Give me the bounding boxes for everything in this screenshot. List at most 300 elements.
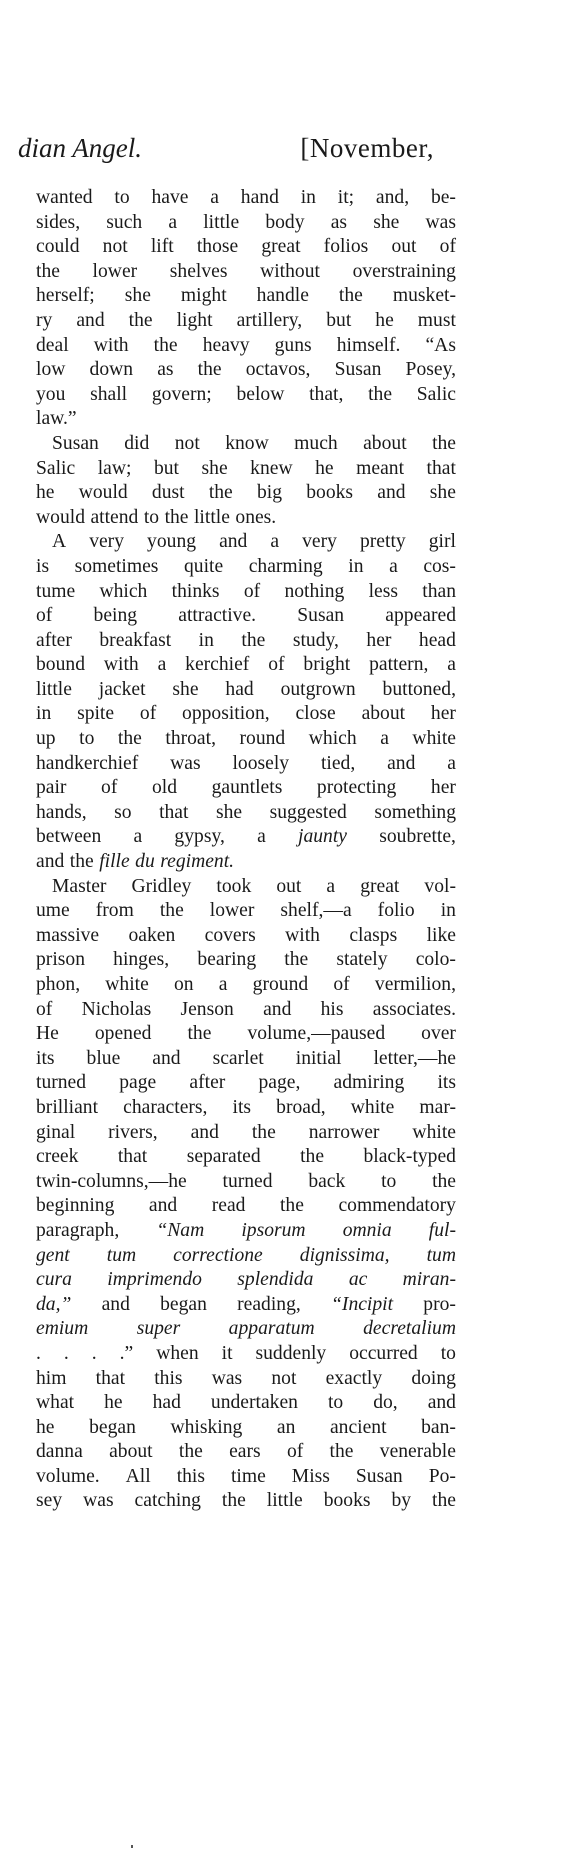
word: very xyxy=(302,531,337,553)
word: vol- xyxy=(424,875,456,897)
word: cos- xyxy=(423,555,456,577)
word: in xyxy=(300,187,316,208)
text-line xyxy=(36,1096,456,1121)
word: overstraining xyxy=(352,260,456,282)
word: Gridley xyxy=(131,875,192,897)
text-line xyxy=(36,1047,456,1072)
word: separated xyxy=(186,1146,261,1168)
text-line xyxy=(36,383,456,408)
word: “As xyxy=(425,334,456,356)
word: “Nam xyxy=(156,1219,205,1241)
word: the xyxy=(208,482,233,504)
word: dust xyxy=(151,482,185,504)
word: to xyxy=(381,1170,397,1192)
word: she xyxy=(124,285,151,307)
word: would xyxy=(36,506,85,528)
word: sometimes xyxy=(74,555,159,577)
word: ful- xyxy=(428,1219,456,1241)
word: took xyxy=(216,875,252,897)
word: bright xyxy=(303,654,351,676)
word: emium xyxy=(36,1318,89,1340)
word: she xyxy=(172,678,199,700)
word: musket- xyxy=(392,285,456,307)
word: about xyxy=(109,1441,153,1463)
word: to xyxy=(143,506,160,528)
word: this xyxy=(154,1367,183,1389)
word: suddenly xyxy=(255,1342,327,1364)
word: know xyxy=(225,432,269,454)
word: deal xyxy=(36,334,69,356)
word: protecting xyxy=(316,777,397,799)
word: which xyxy=(99,580,148,602)
word: her xyxy=(430,703,456,725)
word: of xyxy=(36,605,53,627)
word: dignissima, xyxy=(299,1244,390,1266)
word: a xyxy=(389,555,398,577)
word: something xyxy=(374,801,456,823)
word: . xyxy=(63,1342,69,1364)
word: the xyxy=(279,1195,304,1217)
word: that, xyxy=(309,383,344,405)
word: hinges, xyxy=(113,949,170,971)
word: was xyxy=(425,211,456,233)
word: that xyxy=(95,1367,126,1389)
word: he xyxy=(36,482,55,504)
word: the xyxy=(432,1170,456,1192)
word: but xyxy=(153,457,179,479)
word: attractive. xyxy=(178,605,257,627)
word: very xyxy=(89,531,125,553)
word: as xyxy=(157,359,174,381)
word: gent xyxy=(36,1244,70,1266)
word: the xyxy=(329,1441,354,1463)
text-line xyxy=(36,481,456,506)
word: ume xyxy=(36,900,70,922)
word: and xyxy=(101,1293,130,1315)
text-line xyxy=(36,506,456,531)
word: Salic xyxy=(36,457,76,479)
word: and xyxy=(152,1047,181,1069)
word: narrower xyxy=(308,1121,380,1143)
word: head xyxy=(418,629,456,651)
word: mar- xyxy=(419,1096,456,1118)
text-line xyxy=(36,186,456,211)
word: gypsy, xyxy=(174,826,225,848)
word: himself. xyxy=(336,334,401,356)
word: massive xyxy=(36,924,100,946)
text-line xyxy=(36,1317,456,1342)
word: ipsorum xyxy=(241,1219,306,1241)
word: broad, xyxy=(276,1096,326,1118)
word: in xyxy=(348,555,364,577)
word: to xyxy=(114,187,130,208)
word: outgrown xyxy=(280,678,356,700)
word: Salic xyxy=(416,383,456,405)
text-line xyxy=(36,1022,456,1047)
word: this xyxy=(176,1465,205,1487)
word: began xyxy=(160,1293,207,1315)
text-line xyxy=(36,1121,456,1146)
word: out xyxy=(276,875,302,897)
text-line xyxy=(36,457,456,482)
text-line xyxy=(36,334,456,359)
word: of xyxy=(139,703,157,725)
word: by xyxy=(391,1490,412,1512)
word: the xyxy=(338,285,363,307)
text-line xyxy=(36,678,456,703)
word: white xyxy=(350,1096,395,1118)
word: page, xyxy=(258,1072,301,1094)
text-line xyxy=(36,998,456,1023)
word: . xyxy=(91,1342,97,1364)
word: and, xyxy=(375,187,410,208)
word: a xyxy=(326,875,336,897)
word: it xyxy=(221,1342,233,1364)
word: .” xyxy=(119,1342,134,1364)
text-line xyxy=(36,702,456,727)
word: hand xyxy=(240,187,279,208)
word: and xyxy=(190,1121,219,1143)
word: after xyxy=(36,629,72,651)
word: heavy xyxy=(202,334,250,356)
word: a xyxy=(270,531,280,553)
word: shall xyxy=(90,383,128,405)
text-line xyxy=(36,899,456,924)
word: a xyxy=(210,187,219,208)
word: beginning xyxy=(36,1195,115,1217)
word: decretalium xyxy=(363,1318,456,1340)
word: old xyxy=(151,777,177,799)
word: volume,—paused xyxy=(247,1023,386,1045)
word: body xyxy=(265,211,305,233)
word: the xyxy=(197,359,222,381)
word: twin-columns,—he xyxy=(36,1170,187,1192)
word: undertaken xyxy=(210,1392,298,1414)
word: the xyxy=(128,309,153,331)
word: on xyxy=(174,974,194,995)
text-line xyxy=(36,1170,456,1195)
word: tume xyxy=(36,580,76,602)
word: the xyxy=(432,1490,456,1512)
word: white xyxy=(105,974,149,995)
word: not xyxy=(271,1367,297,1389)
word: its xyxy=(232,1096,252,1118)
word: its xyxy=(36,1047,55,1069)
word: she xyxy=(215,801,243,823)
word: charming xyxy=(248,555,323,577)
word: tum xyxy=(106,1244,137,1266)
word: as xyxy=(330,211,348,233)
text-line xyxy=(36,1440,456,1465)
word: that xyxy=(159,801,189,823)
word: ancient xyxy=(329,1416,387,1438)
word: time xyxy=(230,1465,266,1487)
word: after xyxy=(189,1072,226,1094)
ink-speck xyxy=(131,1845,133,1848)
word: a xyxy=(133,826,143,848)
text-line xyxy=(36,653,456,678)
word: with xyxy=(93,334,129,356)
text-line xyxy=(36,948,456,973)
word: danna xyxy=(36,1441,83,1463)
word: big xyxy=(256,482,283,504)
word: whisking xyxy=(170,1416,243,1438)
word: little xyxy=(266,1490,303,1512)
word: a xyxy=(257,826,266,848)
word: bound xyxy=(36,654,85,676)
word: about xyxy=(361,703,406,725)
text-line xyxy=(36,260,456,285)
word: the xyxy=(178,1441,203,1463)
word: Po- xyxy=(428,1465,456,1487)
word: with xyxy=(103,654,139,676)
word: buttoned, xyxy=(382,678,456,700)
running-head-title: dian Angel. xyxy=(18,133,142,163)
text-line xyxy=(36,1416,456,1441)
word: law.” xyxy=(36,408,77,430)
word: up xyxy=(36,728,56,750)
text-line xyxy=(36,1071,456,1096)
word: kerchief xyxy=(185,654,250,676)
text-line xyxy=(36,1268,456,1293)
word: ears xyxy=(229,1441,261,1463)
word: knew xyxy=(250,457,293,479)
word: little xyxy=(203,211,240,233)
text-line xyxy=(36,1465,456,1490)
word: great xyxy=(360,875,400,897)
word: being xyxy=(93,605,138,627)
word: might xyxy=(180,285,227,307)
word: that xyxy=(426,457,456,479)
word: quite xyxy=(183,555,224,577)
word: Susan xyxy=(355,1465,403,1487)
word: ac xyxy=(348,1269,368,1291)
word: in xyxy=(440,900,456,922)
word: books xyxy=(306,482,354,504)
word: law; xyxy=(97,457,132,479)
text-line xyxy=(36,973,456,998)
word: was xyxy=(211,1367,243,1389)
word: throat, xyxy=(165,728,216,750)
word: A xyxy=(52,531,67,553)
word: and xyxy=(263,998,292,1020)
word: he xyxy=(104,1392,123,1414)
word: brilliant xyxy=(36,1096,99,1118)
word: of xyxy=(268,654,285,676)
word: back xyxy=(308,1170,346,1192)
word: not xyxy=(102,236,128,258)
word: du xyxy=(135,851,155,873)
word: lower xyxy=(209,900,255,922)
word: you xyxy=(36,383,66,405)
word: her xyxy=(366,629,392,651)
word: pattern, xyxy=(369,654,429,676)
word: characters, xyxy=(123,1096,208,1118)
word: Susan xyxy=(297,605,345,627)
word: associates. xyxy=(372,998,456,1020)
word: out xyxy=(391,236,417,258)
word: artillery, xyxy=(236,309,303,331)
word: govern; xyxy=(151,383,212,405)
word: letter,—he xyxy=(373,1047,456,1069)
word: prison xyxy=(36,949,85,971)
text-line xyxy=(36,1219,456,1244)
word: and xyxy=(148,1195,178,1217)
word: the xyxy=(251,1121,276,1143)
word: sey xyxy=(36,1490,63,1512)
word: did xyxy=(124,432,150,454)
word: to xyxy=(440,1342,456,1364)
word: apparatum xyxy=(228,1318,315,1340)
text-line xyxy=(36,1244,456,1269)
word: study, xyxy=(292,629,339,651)
text-line xyxy=(36,1293,456,1318)
word: and xyxy=(76,309,105,331)
word: the xyxy=(153,334,178,356)
word: a xyxy=(447,654,456,676)
word: like xyxy=(426,924,456,946)
word: Posey, xyxy=(405,359,456,381)
word: lift xyxy=(150,236,174,258)
text-line xyxy=(36,555,456,580)
word: to xyxy=(79,728,95,750)
word: him xyxy=(36,1367,67,1389)
word: meant xyxy=(356,457,405,479)
word: commendatory xyxy=(338,1195,456,1217)
word: his xyxy=(320,998,344,1020)
word: Master xyxy=(52,875,107,897)
text-line xyxy=(36,235,456,260)
word: a xyxy=(157,654,167,676)
word: spite xyxy=(77,703,115,725)
word: ground xyxy=(252,974,309,995)
word: All xyxy=(125,1465,151,1487)
word: Miss xyxy=(291,1465,330,1487)
word: must xyxy=(417,309,456,331)
word: clasps xyxy=(349,924,398,946)
text-line xyxy=(36,530,456,555)
word: tied, xyxy=(320,752,356,774)
word: breakfast xyxy=(99,629,172,651)
word: that xyxy=(117,1146,148,1168)
word: wanted xyxy=(36,187,93,208)
word: handle xyxy=(256,285,309,307)
word: be- xyxy=(430,187,456,208)
word: the xyxy=(117,728,142,750)
word: correctione xyxy=(173,1244,263,1266)
word: doing xyxy=(411,1367,456,1389)
word: catching xyxy=(134,1490,201,1512)
text-line xyxy=(36,629,456,654)
text-line xyxy=(36,875,456,900)
word: round xyxy=(239,728,286,750)
text-line xyxy=(36,309,456,334)
text-line xyxy=(36,1145,456,1170)
word: he xyxy=(315,457,334,479)
word: a xyxy=(447,752,456,774)
word: da,” xyxy=(36,1293,72,1315)
word: ry xyxy=(36,309,53,331)
text-line xyxy=(36,1194,456,1219)
word: turned xyxy=(222,1170,273,1192)
word: it; xyxy=(337,187,355,208)
word: Susan xyxy=(52,432,99,454)
word: the xyxy=(36,260,60,282)
word: oaken xyxy=(128,924,176,946)
word: creek xyxy=(36,1146,79,1168)
word: began xyxy=(89,1416,136,1438)
word: over xyxy=(421,1023,456,1045)
word: so xyxy=(114,801,132,823)
word: splendida xyxy=(237,1269,314,1291)
word: Susan xyxy=(334,359,382,381)
word: loosely xyxy=(232,752,290,774)
word: black-typed xyxy=(363,1146,456,1168)
word: soubrette, xyxy=(379,826,456,848)
word: white xyxy=(412,1121,456,1143)
word: the xyxy=(164,506,189,528)
word: ones. xyxy=(235,506,277,528)
word: great xyxy=(261,236,301,258)
word: the xyxy=(432,432,456,454)
word: appeared xyxy=(385,605,456,627)
word: not xyxy=(174,432,200,454)
word: ginal xyxy=(36,1121,76,1143)
word: admiring xyxy=(333,1072,405,1094)
word: vermilion, xyxy=(374,974,456,995)
word: the xyxy=(368,383,393,405)
word: what xyxy=(36,1392,75,1414)
word: stately xyxy=(336,949,388,971)
text-line xyxy=(36,825,456,850)
word: shelves xyxy=(169,260,228,282)
word: had xyxy=(225,678,254,700)
word: and xyxy=(427,1392,456,1414)
word: was xyxy=(83,1490,114,1512)
word: “Incipit xyxy=(331,1293,394,1315)
word: pair xyxy=(36,777,67,799)
word: less xyxy=(368,580,398,602)
word: rivers, xyxy=(108,1121,158,1143)
word: the xyxy=(187,1023,212,1045)
word: tum xyxy=(426,1244,456,1266)
word: but xyxy=(326,309,352,331)
text-line xyxy=(36,752,456,777)
word: thinks xyxy=(171,580,220,602)
text-line xyxy=(36,1489,456,1514)
word: the xyxy=(159,900,184,922)
body-text xyxy=(36,186,456,1514)
word: opened xyxy=(94,1023,152,1045)
word: than xyxy=(422,580,456,602)
word: of xyxy=(286,1441,304,1463)
word: those xyxy=(196,236,239,258)
word: covers xyxy=(204,924,256,946)
word: to xyxy=(327,1392,344,1414)
word: fille xyxy=(99,851,130,873)
word: could xyxy=(36,236,80,258)
text-line xyxy=(36,801,456,826)
word: and xyxy=(387,752,416,774)
word: would xyxy=(78,482,128,504)
word: she xyxy=(201,457,228,479)
word: the xyxy=(300,1146,325,1168)
text-line xyxy=(36,284,456,309)
word: girl xyxy=(428,531,456,553)
word: jaunty xyxy=(298,826,347,848)
word: initial xyxy=(295,1047,342,1069)
word: He xyxy=(36,1023,59,1045)
